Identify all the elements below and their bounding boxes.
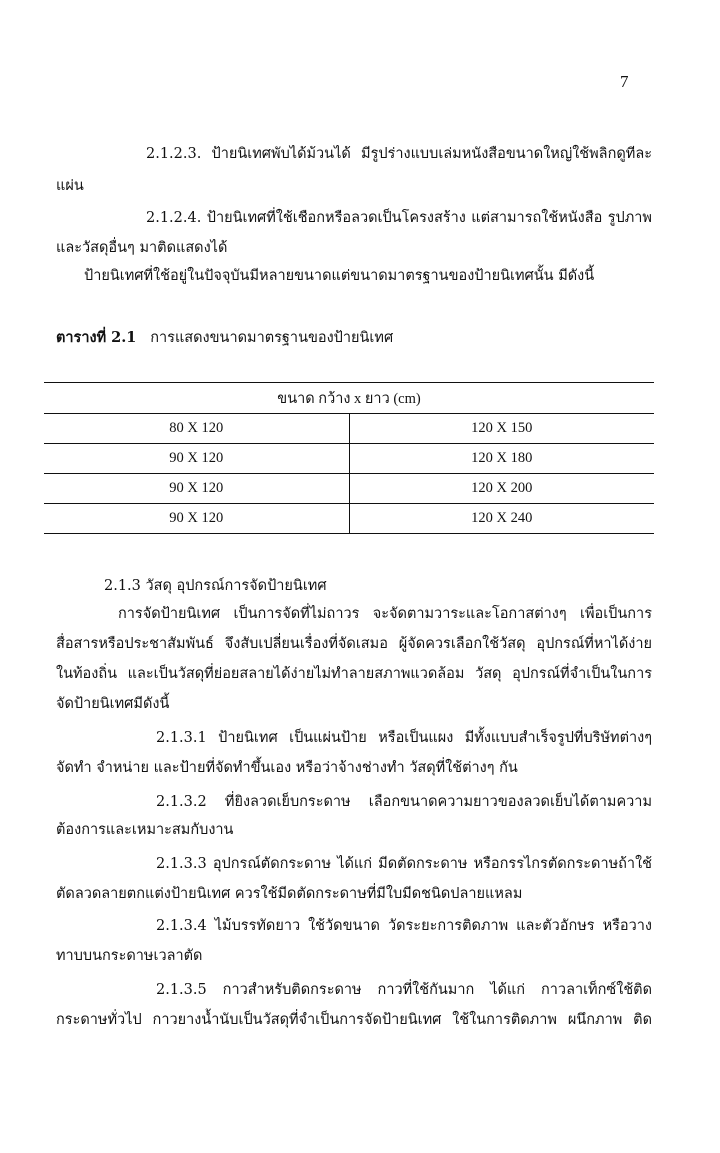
item-2-1-3-1-line-1: 2.1.3.1 ป้ายนิเทศ เป็นแผ่นป้าย หรือเป็นแผง มีทั้งแบบสำเร็จรูปที่บริษัทต่างๆ [156, 730, 652, 746]
table-cell: 90 X 120 [44, 444, 349, 474]
item-2-1-3-3-line-1: 2.1.3.3 อุปกรณ์ตัดกระดาษ ได้แก่ มีดตัดกระดาษ หรือกรรไกรตัดกระดาษถ้าใช้ [156, 856, 652, 872]
page-number: 7 [620, 72, 629, 91]
item-2-1-3-2-line-1: 2.1.3.2 ที่ยิงลวดเย็บกระดาษ เลือกขนาดความยาวของลวดเย็บได้ตามความ [156, 794, 652, 810]
item-2-1-3-1-line-2: จัดทำ จำหน่าย และป้ายที่จัดทำขึ้นเอง หรือว่าจ้างช่างทำ วัสดุที่ใช้ต่างๆ กัน [56, 760, 518, 776]
item-2-1-2-4-line-1: 2.1.2.4. ป้ายนิเทศที่ใช้เชือกหรือลวดเป็นโครงสร้าง แต่สามารถใช้หนังสือ รูปภาพ [146, 210, 652, 226]
table-cell: 120 X 150 [349, 414, 654, 444]
item-2-1-3-3-line-2: ตัดลวดลายตกแต่งป้ายนิเทศ ควรใช้มีดตัดกระดาษที่มีใบมีดชนิดปลายแหลม [56, 886, 523, 902]
paragraph-line: การจัดป้ายนิเทศ เป็นการจัดที่ไม่ถาวร จะจัดตามวาระและโอกาสต่างๆ เพื่อเป็นการ [118, 606, 652, 622]
item-2-1-3-2-line-2: ต้องการและเหมาะสมกับงาน [56, 822, 234, 838]
paragraph-line: สื่อสารหรือประชาสัมพันธ์ จึงสับเปลี่ยนเรื่องที่จัดเสมอ ผู้จัดควรเลือกใช้วัสดุ อุปกรณ์ที่หาได้ง่าย [56, 636, 652, 652]
paragraph-line: ในท้องถิ่น และเป็นวัสดุที่ย่อยสลายได้ง่ายไม่ทำลายสภาพแวดล้อม วัสดุ อุปกรณ์ที่จำเป็นในการ [56, 666, 652, 682]
table-row [44, 414, 654, 444]
item-2-1-2-3-line-2: แผ่น [56, 178, 84, 194]
table-row [44, 444, 654, 474]
table-caption-number: ตารางที่ 2.1 [56, 329, 137, 346]
intro-paragraph: ป้ายนิเทศที่ใช้อยู่ในปัจจุบันมีหลายขนาดแต่ขนาดมาตรฐานของป้ายนิเทศนั้น มีดังนี้ [84, 268, 595, 284]
table-row [44, 504, 654, 534]
section-heading: 2.1.3 วัสดุ อุปกรณ์การจัดป้ายนิเทศ [104, 578, 327, 594]
item-2-1-3-4-line-2: ทาบบนกระดาษเวลาตัด [56, 948, 203, 964]
table-cell: 80 X 120 [44, 414, 349, 444]
item-2-1-3-4-line-1: 2.1.3.4 ไม้บรรทัดยาว ใช้วัดขนาด วัดระยะการติดภาพ และตัวอักษร หรือวาง [156, 918, 652, 934]
item-2-1-3-5-line-1: 2.1.3.5 กาวสำหรับติดกระดาษ กาวที่ใช้กันมาก ได้แก่ กาวลาเท็กซ์ใช้ติด [156, 982, 652, 998]
item-2-1-3-5-line-2: กระดาษทั่วไป กาวยางน้ำนับเป็นวัสดุที่จำเป็นการจัดป้ายนิเทศ ใช้ในการติดภาพ ผนึกภาพ ติด [56, 1012, 652, 1028]
table-cell: 120 X 180 [349, 444, 654, 474]
item-2-1-2-3-line-1: 2.1.2.3. ป้ายนิเทศพับได้ม้วนได้ มีรูปร่างแบบเล่มหนังสือขนาดใหญ่ใช้พลิกดูทีละ [146, 146, 652, 162]
table-header-row [44, 383, 654, 414]
table-caption-text: การแสดงขนาดมาตรฐานของป้ายนิเทศ [150, 330, 394, 346]
table-caption [56, 326, 652, 350]
table-cell: 90 X 120 [44, 474, 349, 504]
paragraph-line: จัดป้ายนิเทศมีดังนี้ [56, 696, 170, 712]
table-cell: 120 X 240 [349, 504, 654, 534]
table-row [44, 474, 654, 504]
item-2-1-2-4-line-2: และวัสดุอื่นๆ มาติดแสดงได้ [56, 240, 228, 256]
table-cell: 90 X 120 [44, 504, 349, 534]
size-table [44, 382, 654, 534]
table-cell: 120 X 200 [349, 474, 654, 504]
table-header: ขนาด กว้าง x ยาว (cm) [44, 383, 654, 414]
